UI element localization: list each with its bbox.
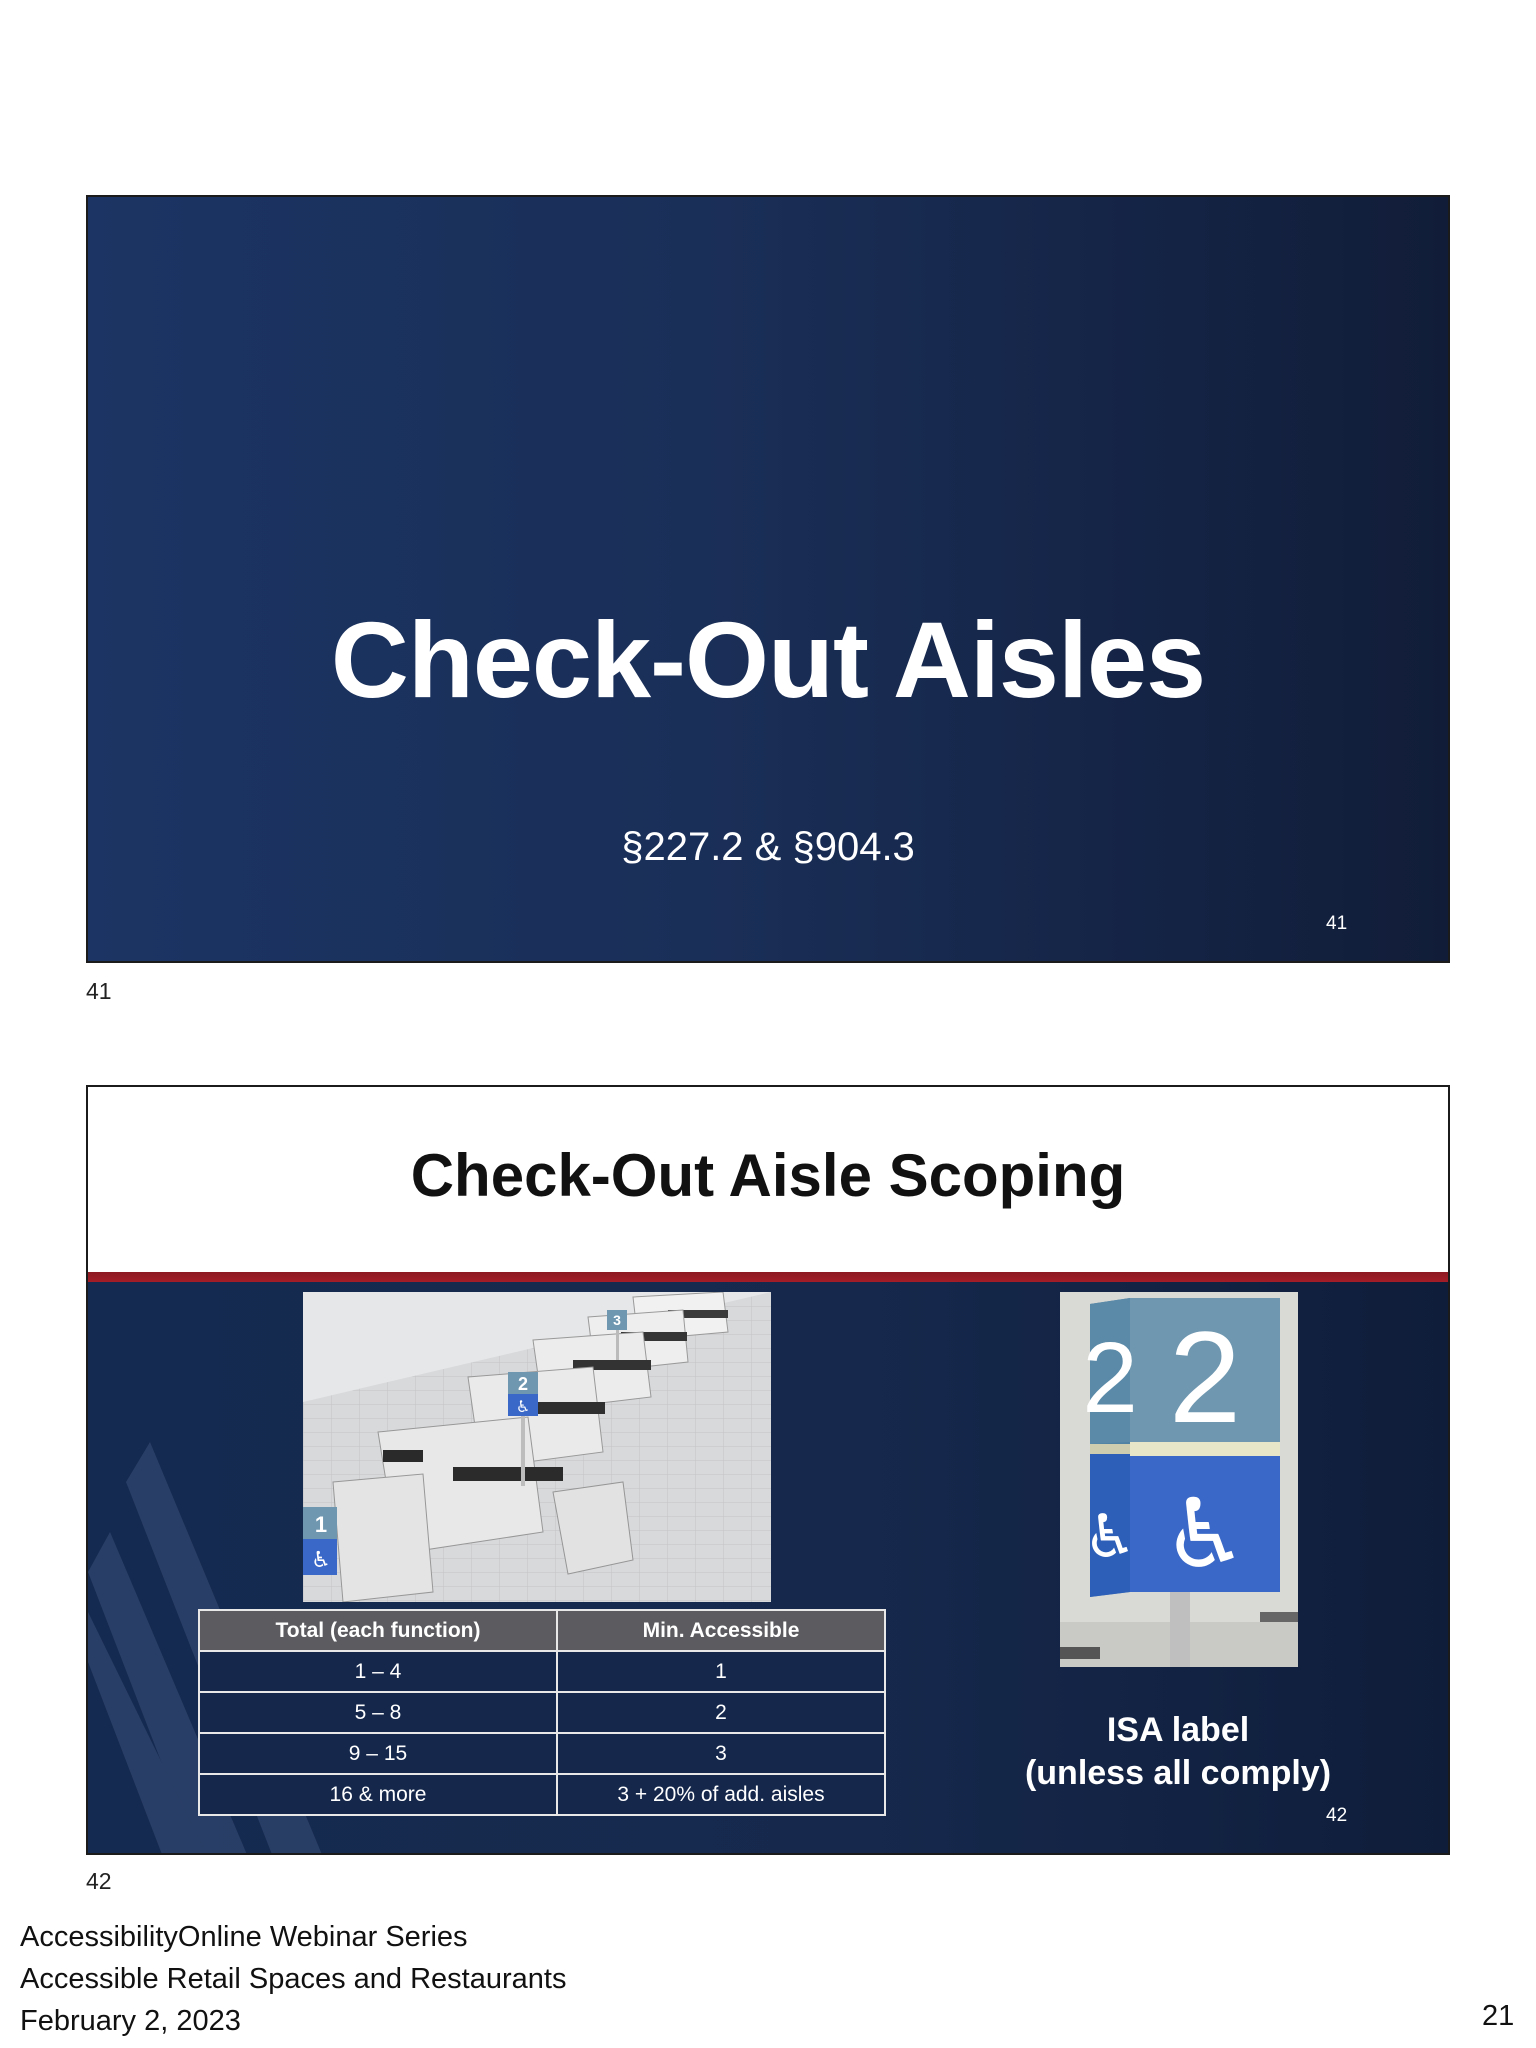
checkout-aisles-photo — [303, 1292, 771, 1602]
isa-caption-line1: ISA label — [1106, 1711, 1250, 1749]
svg-text:♿: ♿ — [1083, 1502, 1137, 1572]
table-header-min-accessible: Min. Accessible — [557, 1610, 885, 1651]
slide-inner-number: 41 — [1326, 913, 1348, 934]
table-row — [199, 1651, 885, 1692]
table-cell-min: 1 — [557, 1651, 885, 1692]
sign-number-3: 3 — [613, 1312, 621, 1328]
slide-body — [88, 1282, 1448, 1855]
table-cell-min: 2 — [557, 1692, 885, 1733]
footer-series: AccessibilityOnline Webinar Series — [20, 1921, 468, 1953]
isa-sign-photo — [1060, 1292, 1298, 1667]
table-row — [199, 1692, 885, 1733]
footer-date: February 2, 2023 — [20, 2005, 241, 2037]
table-row — [199, 1774, 885, 1815]
table-cell-total: 5 – 8 — [199, 1692, 557, 1733]
table-cell-total: 16 & more — [199, 1774, 557, 1815]
slide-header — [88, 1087, 1448, 1272]
slide-42 — [86, 1085, 1450, 1855]
table-row — [199, 1733, 885, 1774]
svg-text:♿: ♿ — [311, 1548, 331, 1573]
table-cell-min: 3 — [557, 1733, 885, 1774]
table-header-row — [199, 1610, 885, 1651]
isa-caption-line2: (unless all comply) — [1024, 1754, 1332, 1792]
slide-title: Check-Out Aisle Scoping — [410, 1142, 1126, 1209]
scoping-table — [198, 1609, 886, 1816]
table-cell-min: 3 + 20% of add. aisles — [557, 1774, 885, 1815]
table-cell-total: 1 – 4 — [199, 1651, 557, 1692]
closeup-number-side: 2 — [1082, 1322, 1138, 1434]
isa-symbol-icon: ♿ — [1161, 1478, 1249, 1590]
sign-number-2: 2 — [517, 1374, 529, 1394]
slide-subtitle: §227.2 & §904.3 — [621, 825, 915, 869]
table-cell-total: 9 – 15 — [199, 1733, 557, 1774]
slide-inner-number: 42 — [1326, 1805, 1348, 1826]
sign-number-1: 1 — [314, 1512, 328, 1537]
footer-title: Accessible Retail Spaces and Restaurants — [20, 1963, 567, 1995]
closeup-number-front: 2 — [1168, 1304, 1242, 1450]
isa-caption — [1008, 1709, 1348, 1795]
page-number: 21 — [1482, 2000, 1515, 2032]
slide-41 — [86, 195, 1450, 963]
slide-number-label: 42 — [86, 1868, 112, 1894]
slide-title: Check-Out Aisles — [330, 599, 1206, 720]
page-footer — [20, 1916, 566, 2042]
svg-text:♿: ♿ — [515, 1397, 531, 1416]
header-divider — [88, 1272, 1448, 1282]
table-header-total: Total (each function) — [199, 1610, 557, 1651]
slide-number-label: 41 — [86, 978, 112, 1004]
